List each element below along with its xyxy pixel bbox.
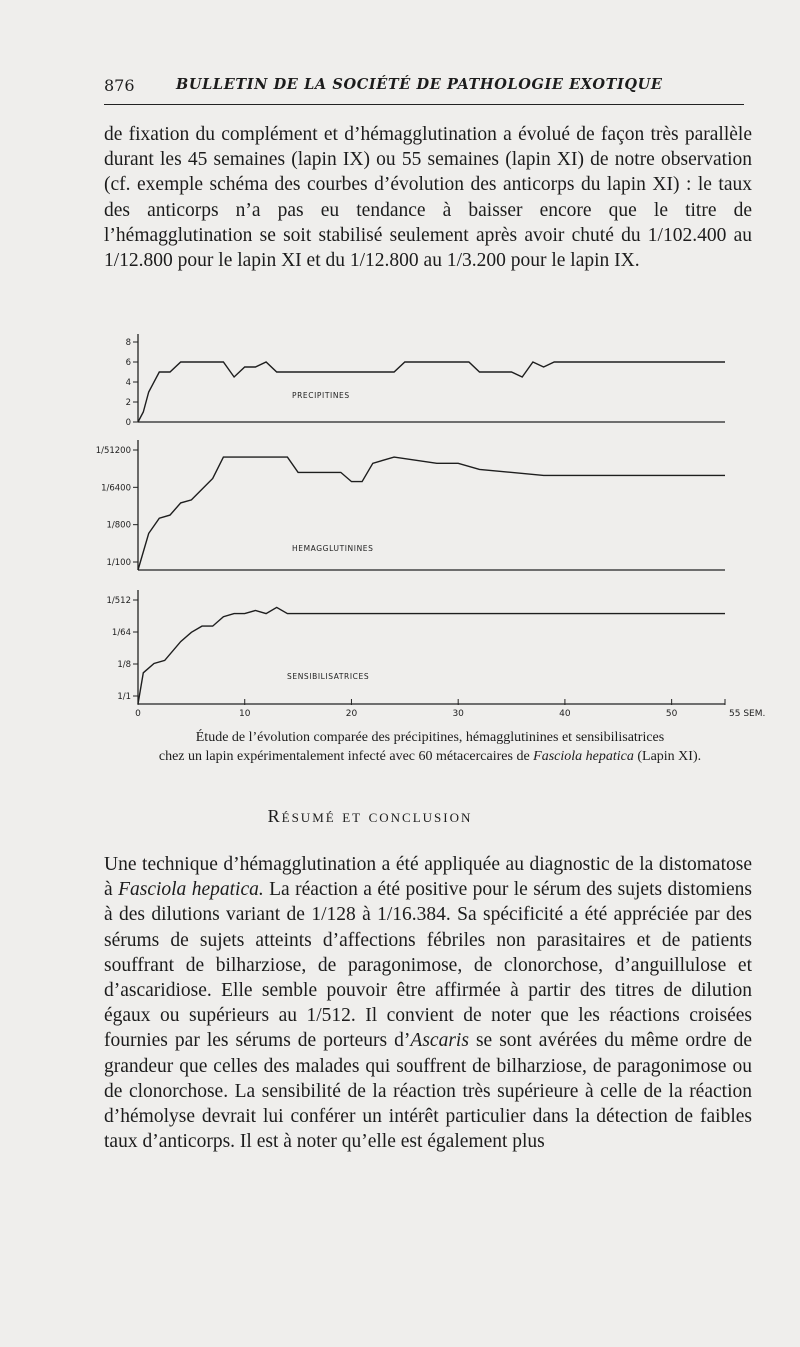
body-paragraph-2 [104, 852, 752, 1154]
series-line [138, 362, 725, 422]
page-number: 876 [104, 76, 135, 95]
caption-line-2-suffix: (Lapin XI). [633, 749, 702, 764]
y-tick-label: 8 [125, 338, 131, 348]
figure-caption [100, 728, 760, 766]
y-tick-label: 0 [125, 418, 131, 428]
y-tick-label: 6 [125, 358, 131, 368]
x-tick-label: 30 [452, 709, 464, 719]
panel-label: PRECIPITINES [292, 391, 350, 400]
para2-italic-species: Fasciola hepatica. [118, 879, 264, 901]
panel-label: HEMAGGLUTININES [292, 544, 374, 553]
para2-text-2: La réaction a été positive pour le sérum des sujets distomiens à des dilutions variant de 1/128 à 1/16.384. Sa spécificité a été appréciée par des sérums de sujets atteints d’affections fébriles non parasitaires et de patients souffrant de bilharziose, de paragonimose, de clonorchose, d’anguillulose et d’ascaridiose. Elle semble pouvoir être affirmée à partir des titres de dilution égaux ou supérieurs au 1/512. Il convient de noter que les réactions croisées fournies par les sérums de porteurs d’ [104, 879, 753, 1052]
series-line [138, 457, 725, 570]
x-tick-label: 40 [559, 709, 571, 719]
journal-title: BULLETIN DE LA SOCIÉTÉ DE PATHOLOGIE EXOTIQUE [176, 76, 663, 93]
y-tick-label: 1/512 [106, 596, 131, 606]
caption-line-1: Étude de l’évolution comparée des précipitines, hémagglutinines et sensibilisatrices [195, 730, 665, 745]
y-tick-label: 1/800 [106, 520, 131, 531]
panel-label: SENSIBILISATRICES [287, 672, 370, 681]
y-tick-label: 1/64 [111, 628, 131, 638]
y-tick-label: 2 [125, 398, 131, 408]
section-title: Résumé et conclusion [267, 806, 473, 826]
antibody-evolution-figure [80, 322, 780, 722]
para2-italic-ascaris: Ascaris [410, 1030, 469, 1052]
y-tick-label: 1/6400 [101, 483, 131, 494]
x-tick-label: 10 [239, 709, 251, 719]
caption-species: Fasciola hepatica [533, 749, 634, 764]
caption-line-2-prefix: chez un lapin expérimentalement infecté avec 60 métacercaires de [158, 749, 534, 764]
x-tick-label: 50 [665, 709, 678, 719]
y-tick-label: 4 [125, 378, 131, 388]
y-tick-label: 1/1 [117, 692, 131, 702]
y-tick-label: 1/8 [117, 660, 131, 670]
y-tick-label: 1/51200 [95, 446, 131, 456]
y-tick-label: 1/100 [106, 558, 131, 568]
x-tick-label: 0 [135, 709, 141, 719]
para2-text-3: se sont avérées du même ordre de grandeur que celles des malades qui souffrent de bilharziose, de paragonimose ou de clonorchose. La sensibilité de la réaction très supérieure à celle de la réaction d’hémolyse devrait lui conférer un intérêt particulier dans la détection de faibles taux d’anticorps. Il est à noter qu’elle est également plus [104, 1030, 753, 1153]
x-tick-label: 55 SEM. [729, 709, 766, 719]
x-tick-label: 20 [345, 709, 358, 719]
para2-text-1: Une technique d’hémagglutination a été appliquée au diagnostic de la distomatose à [104, 854, 752, 901]
series-line [138, 607, 725, 704]
body-paragraph-1: de fixation du complément et d’hémagglutination a évolué de façon très parallèle durant les 45 semaines (lapin IX) ou 55 semaines (lapin XI) de notre observation (cf. exemple schéma des courbes d’évolution des anticorps du lapin XI) : le taux des anticorps n’a pas eu tendance à baisser encore que le titre de l’hémagglutination se soit stabilisé seulement après avoir chuté du 1/102.400 au 1/12.800 pour le lapin XI et du 1/12.800 au 1/3.200 pour le lapin IX. [104, 124, 752, 272]
page-header [104, 76, 744, 105]
